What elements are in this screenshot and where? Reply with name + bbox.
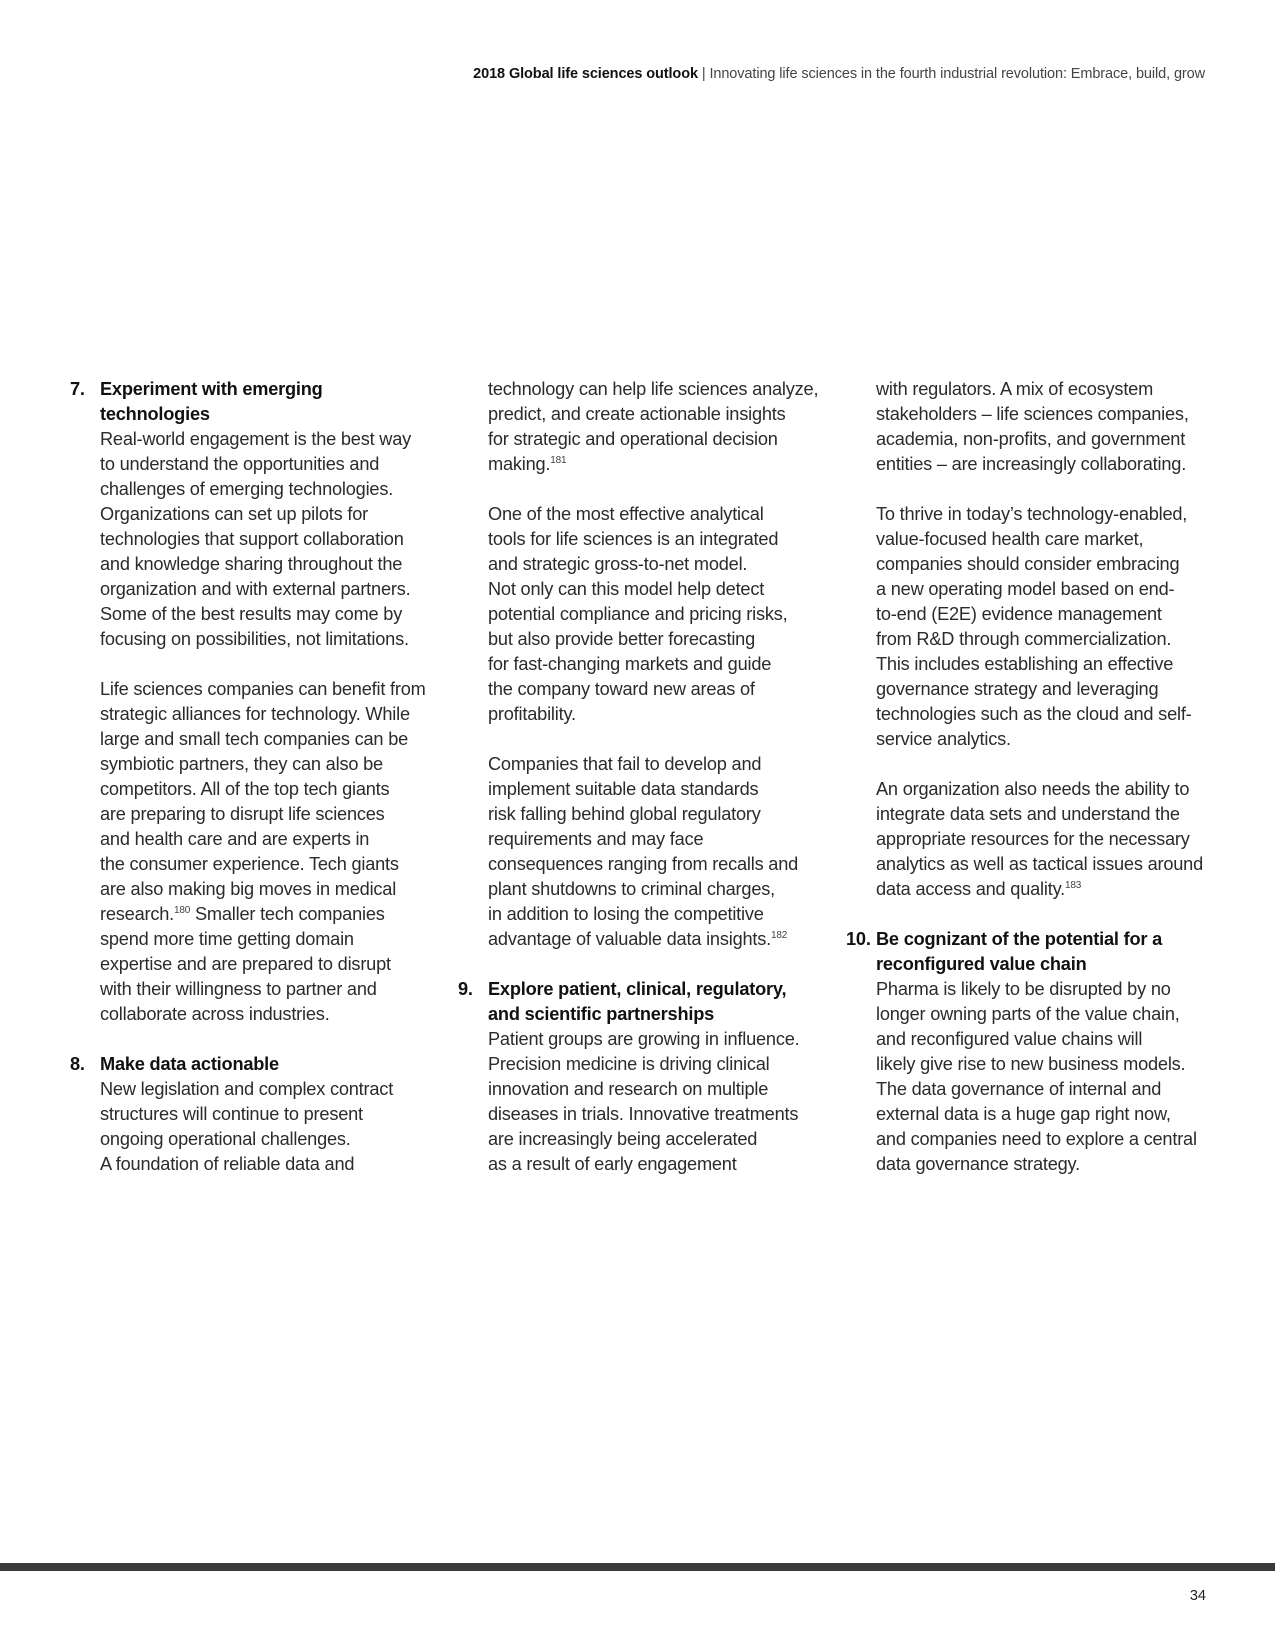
text-line: requirements and may face	[488, 829, 704, 849]
heading-line: Explore patient, clinical, regulatory,	[488, 979, 787, 999]
text-line: Patient groups are growing in influence.	[488, 1029, 800, 1049]
text-line: risk falling behind global regulatory	[488, 804, 761, 824]
paragraph	[876, 777, 1221, 902]
text-line: potential compliance and pricing risks,	[488, 604, 788, 624]
heading-line: Be cognizant of the potential for a	[876, 929, 1163, 949]
text-line: for strategic and operational decision	[488, 429, 778, 449]
list-item-9	[458, 977, 833, 1177]
text-line: service analytics.	[876, 729, 1011, 749]
text-line: to understand the opportunities and	[100, 454, 380, 474]
text-line: New legislation and complex contract	[100, 1079, 394, 1099]
item-number: 10.	[846, 929, 871, 949]
paragraph	[100, 677, 445, 1027]
text-line: for fast-changing markets and guide	[488, 654, 772, 674]
paragraph	[876, 977, 1221, 1177]
text-line: are increasingly being accelerated	[488, 1129, 758, 1149]
footnote-ref: 181	[550, 455, 567, 466]
text-line: To thrive in today’s technology-enabled,	[876, 504, 1188, 524]
text-fragment: Smaller tech companies	[190, 904, 385, 924]
text-line: to-end (E2E) evidence management	[876, 604, 1162, 624]
text-line: collaborate across industries.	[100, 1004, 330, 1024]
column-1	[70, 377, 445, 1177]
text-line: and companies need to explore a central	[876, 1129, 1197, 1149]
text-line: One of the most effective analytical	[488, 504, 764, 524]
header-separator: |	[697, 66, 710, 82]
column-3	[846, 377, 1221, 1177]
text-line: spend more time getting domain	[100, 929, 354, 949]
text-line: ongoing operational challenges.	[100, 1129, 351, 1149]
item-heading	[876, 927, 1221, 977]
text-line: This includes establishing an effective	[876, 654, 1174, 674]
text-line: Companies that fail to develop and	[488, 754, 762, 774]
text-line: focusing on possibilities, not limitations.	[100, 629, 409, 649]
text-line: integrate data sets and understand the	[876, 804, 1180, 824]
text-line: entities – are increasingly collaborating.	[876, 454, 1187, 474]
text-line: longer owning parts of the value chain,	[876, 1004, 1180, 1024]
item-heading	[100, 1052, 445, 1077]
page-number: 34	[1189, 1588, 1206, 1604]
text-line: appropriate resources for the necessary	[876, 829, 1190, 849]
text-line: strategic alliances for technology. While	[100, 704, 410, 724]
column-2	[458, 377, 833, 1177]
text-fragment: data access and quality.	[876, 879, 1065, 899]
text-fragment: making.	[488, 454, 551, 474]
text-line	[488, 927, 833, 952]
text-line: as a result of early engagement	[488, 1154, 737, 1174]
paragraph	[876, 502, 1221, 752]
text-line: the company toward new areas of	[488, 679, 755, 699]
text-line: academia, non-profits, and government	[876, 429, 1186, 449]
text-line: a new operating model based on end-	[876, 579, 1175, 599]
text-line: tools for life sciences is an integrated	[488, 529, 779, 549]
text-line: innovation and research on multiple	[488, 1079, 769, 1099]
text-line: likely give rise to new business models.	[876, 1054, 1186, 1074]
text-line: symbiotic partners, they can also be	[100, 754, 383, 774]
item-heading	[100, 377, 445, 427]
paragraph	[876, 377, 1221, 477]
running-header	[473, 66, 1205, 82]
text-line: Not only can this model help detect	[488, 579, 765, 599]
text-line: large and small tech companies can be	[100, 729, 409, 749]
text-line: Organizations can set up pilots for	[100, 504, 368, 524]
list-item-7	[70, 377, 445, 1027]
text-line: and reconfigured value chains will	[876, 1029, 1143, 1049]
text-line: An organization also needs the ability to	[876, 779, 1190, 799]
text-line: but also provide better forecasting	[488, 629, 755, 649]
body-columns	[0, 377, 1275, 1197]
list-item-10	[846, 927, 1221, 1177]
text-line: from R&D through commercialization.	[876, 629, 1172, 649]
heading-line: technologies	[100, 404, 210, 424]
text-line: competitors. All of the top tech giants	[100, 779, 390, 799]
paragraph	[100, 1077, 445, 1177]
text-line: with their willingness to partner and	[100, 979, 377, 999]
heading-line: and scientific partnerships	[488, 1004, 715, 1024]
text-line: technology can help life sciences analyze,	[488, 379, 819, 399]
item-heading	[488, 977, 833, 1027]
text-fragment: research.	[100, 904, 175, 924]
text-line: technologies such as the cloud and self-	[876, 704, 1192, 724]
text-line: profitability.	[488, 704, 576, 724]
text-line: The data governance of internal and	[876, 1079, 1162, 1099]
paragraph	[488, 1027, 833, 1177]
item-number: 9.	[458, 979, 473, 999]
text-line	[876, 877, 1221, 902]
footer-rule	[0, 1563, 1275, 1571]
heading-line: reconfigured value chain	[876, 954, 1087, 974]
text-line: consequences ranging from recalls and	[488, 854, 799, 874]
text-line: stakeholders – life sciences companies,	[876, 404, 1189, 424]
paragraph	[488, 502, 833, 727]
text-line	[100, 902, 445, 927]
text-fragment: advantage of valuable data insights.	[488, 929, 772, 949]
text-line	[488, 452, 833, 477]
paragraph	[488, 752, 833, 952]
text-line: implement suitable data standards	[488, 779, 759, 799]
paragraph	[488, 377, 833, 477]
footnote-ref: 182	[771, 930, 788, 941]
item-number: 8.	[70, 1054, 85, 1074]
text-line: diseases in trials. Innovative treatments	[488, 1104, 799, 1124]
text-line: Life sciences companies can benefit from	[100, 679, 426, 699]
text-line: analytics as well as tactical issues around	[876, 854, 1204, 874]
report-subtitle: Innovating life sciences in the fourth industrial revolution: Embrace, build, grow	[709, 66, 1205, 82]
text-line: companies should consider embracing	[876, 554, 1180, 574]
text-line: the consumer experience. Tech giants	[100, 854, 399, 874]
item-number: 7.	[70, 379, 85, 399]
text-line: governance strategy and leveraging	[876, 679, 1159, 699]
footnote-ref: 183	[1064, 880, 1082, 891]
paragraph	[100, 427, 445, 652]
text-line: are also making big moves in medical	[100, 879, 397, 899]
text-line: technologies that support collaboration	[100, 529, 404, 549]
text-line: expertise and are prepared to disrupt	[100, 954, 391, 974]
text-line: and strategic gross-to-net model.	[488, 554, 748, 574]
text-line: predict, and create actionable insights	[488, 404, 786, 424]
text-line: data governance strategy.	[876, 1154, 1080, 1174]
text-line: organization and with external partners.	[100, 579, 411, 599]
text-line: external data is a huge gap right now,	[876, 1104, 1171, 1124]
heading-line: Make data actionable	[100, 1054, 279, 1074]
text-line: structures will continue to present	[100, 1104, 363, 1124]
text-line: Some of the best results may come by	[100, 604, 403, 624]
report-title: 2018 Global life sciences outlook	[473, 66, 698, 82]
text-line: are preparing to disrupt life sciences	[100, 804, 385, 824]
text-line: Real-world engagement is the best way	[100, 429, 412, 449]
footnote-ref: 180	[174, 905, 191, 916]
text-line: and knowledge sharing throughout the	[100, 554, 403, 574]
text-line: Precision medicine is driving clinical	[488, 1054, 770, 1074]
list-item-8	[70, 1052, 445, 1177]
text-line: Pharma is likely to be disrupted by no	[876, 979, 1171, 999]
text-line: challenges of emerging technologies.	[100, 479, 394, 499]
text-line: in addition to losing the competitive	[488, 904, 764, 924]
text-line: A foundation of reliable data and	[100, 1154, 355, 1174]
text-line: plant shutdowns to criminal charges,	[488, 879, 775, 899]
heading-line: Experiment with emerging	[100, 379, 323, 399]
text-line: value-focused health care market,	[876, 529, 1144, 549]
text-line: and health care and are experts in	[100, 829, 370, 849]
text-line: with regulators. A mix of ecosystem	[876, 379, 1154, 399]
